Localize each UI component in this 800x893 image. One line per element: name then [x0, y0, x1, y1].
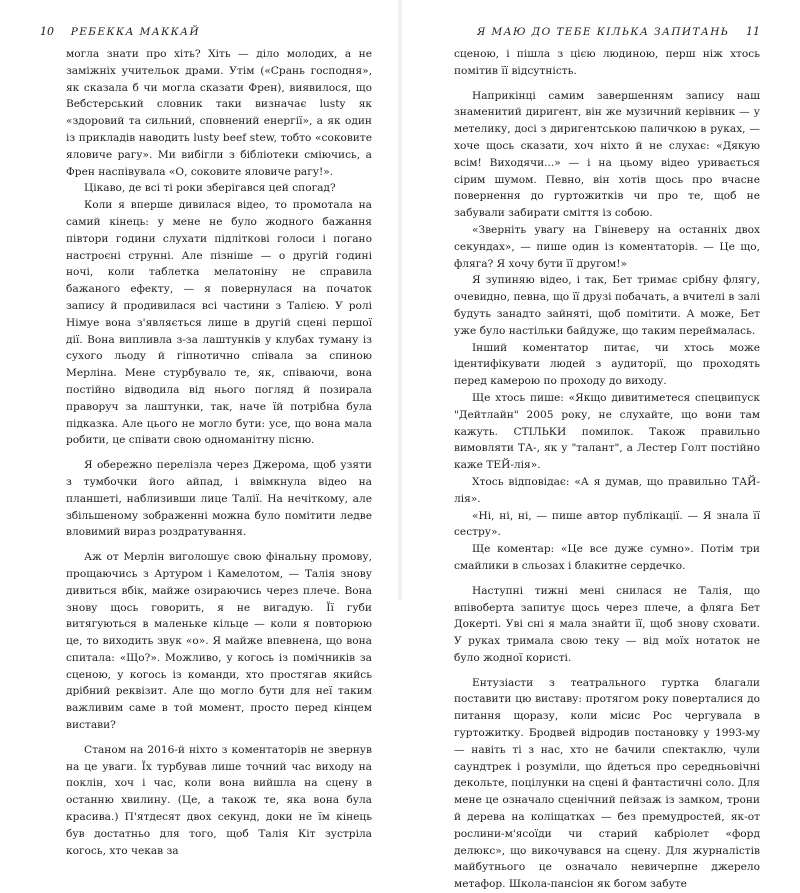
right-paragraph: «Ні, ні, ні, — пише автор публікації. — Я знала її сестру».	[454, 509, 760, 539]
left-paragraph: Аж от Мерлін виголошує свою фінальну промову, прощаючись з Артуром і Камелотом, — Талія знову дивиться вбік, майже озираючись через плече. Вона знову щось говорить, я не вигадую. Її губи витягуються в маленьке кільце — коли я повторюю це, то виходить звук «о». Я майже впевнена, що вона спитала: «Що?». Можливо, у когось із помічників за сценою, у когось із команди, хто простягав якийсь дрібний реквізит. Але що могло бути для неї таким важливим саме в той момент, просто перед кінцем вистави?	[66, 551, 372, 732]
right-running-head: Я МАЮ ДО ТЕБЕ КІЛЬКА ЗАПИТАНЬ	[476, 26, 730, 38]
right-paragraph: сценою, і пішла з цією людиною, перш ніж хтось помітив її відсутність.	[454, 48, 760, 77]
left-page-header	[40, 25, 380, 38]
right-paragraph: Ще коментар: «Це все дуже сумно». Потім три смайлики в сльозах і блакитне сердечко.	[454, 543, 760, 572]
left-paragraph: Станом на 2016-й ніхто з коментаторів не звернув на це уваги. Їх турбував лише точний час виходу на поклін, хоч і час, коли вона вийшла на сцену в останню хвилину. (Це, а також те, яка вона була красива.) П'ятдесят двох секунд, доки не їм кінець був достатньо для того, щоб Талія Кіт зустріла когось, хто чекав за	[66, 743, 372, 857]
right-paragraph: Інший коментатор питає, чи хтось може ідентифікувати людей з аудиторії, що проходять перед камерою по проходу до виходу.	[454, 341, 760, 388]
left-paragraph: могла знати про хіть? Хіть — діло молодих, а не заміжніх учительок драми. Утім («Срань господня», як сказала б чи могла сказати Френ), виявилося, що Вебстерський словник таки визначає lusty як «здоровий та сильний, сповнений енергії», а як один із прикладів наводить lusty beef stew, тобто «соковите яловиче рагу». Ми вибігли з бібліотеки сміючись, а Френ наспівувала «О, соковите яловиче рагу!».	[66, 48, 372, 178]
right-page-header	[422, 25, 760, 38]
left-page	[0, 0, 398, 857]
left-running-head: РЕБЕККА МАККАЙ	[70, 26, 201, 38]
right-paragraph: «Зверніть увагу на Гвіневеру на останніх двох секундах», — пише один із коментаторів. — Це що, фляга? Я хочу бути її другом!»	[454, 223, 760, 270]
right-page-number: 11	[746, 25, 760, 38]
right-paragraph: Ще хтось пише: «Якщо дивитиметеся спецвипуск "Дейтлайн" 2005 року, не слухайте, що вони там кажуть. СТІЛЬКИ помилок. Також правильно вимовляти ТА-, як у "талант", а Лестер Голт постійно каже ТЕЙ-лія».	[454, 391, 760, 472]
right-paragraph: Наприкінці самим завершенням запису наш знаменитий диригент, він же музичний керівник — у метелику, досі з диригентською паличкою в руках, — хоче щось сказати, хоч ніхто й не слухає: «Дякую всім! Виходячи...» — і на цьому відео уривається сірим шумом. Певно, він хотів щось про вчасне повернення до гуртожитків чи про те, щоб не забували забирати сміття із собою.	[454, 89, 760, 220]
left-paragraph: Цікаво, де всі ті роки зберігався цей спогад?	[84, 182, 336, 195]
right-paragraph: Хтось відповідає: «А я думав, що правильно ТАЙ-лія».	[454, 475, 760, 505]
right-paragraph: Ентузіасти з театрального гуртка благали поставити цю виставу: протягом року поверталися до питання щоразу, коли місис Рос чергувала в гуртожитку. Бродвей відродив постановку у 1993-му — навіть ті з нас, хто не бачили спектаклю, чули саундтрек і розуміли, що йдеться про середньовічні декольте, поцілунки на сцені й фантастичні соло. Для мене це означало сценічний пейзаж із замком, трони й дерева на коліщатках — без премудростей, як-от рослини-м'ясоїди чи старий кабріолет «форд делюкс», що викочувався на сцену. Для журналістів майбутнього це означало невичерпне джерело метафор. Школа-пансіон як богом забуте	[454, 676, 760, 891]
right-paragraph: Наступні тижні мені снилася не Талія, що впівоберта запитує щось через плече, а фляга Бет Докерті. Уві сні я мала знайти її, щоб знову сховати. У руках тримала свою теку — від моїх нотаток не було жодної користі.	[454, 584, 760, 664]
left-paragraph: Коли я вперше дивилася відео, то промотала на самий кінець: у мене не було жодного бажання півтори години слухати підліткові голоси і погано настроєні струнні. Але пізніше — о другій годині ночі, коли таблетка мелатоніну не справила бажаного ефекту, — я повернулася на початок запису й продивилася всі частини з Талією. У ролі Німуе вона з'являється лише в другій сцені першої дії. Вона випливла з-за лаштунків у клубах туману із сухого льоду й гіпнотично співала за спиною Мерліна. Мене стурбувало те, як, співаючи, вона постійно відводила від нього погляд й позирала праворуч за лаштунки, так, наче їй потрібна була підказка. Але цього не могло бути: усе, що вона мала робити, це співати свою одноманітну пісню.	[66, 199, 372, 447]
right-page	[402, 0, 800, 891]
right-paragraph: Я зупиняю відео, і так, Бет тримає срібну флягу, очевидно, певна, що її друзі побачать, а вчителі в залі будуть занадто зайняті, щоб помітити. А може, Бет уже було настільки байдуже, що таким переймалась.	[454, 274, 760, 337]
right-page-body	[454, 46, 760, 893]
left-page-body	[66, 46, 372, 859]
left-paragraph: Я обережно перелізла через Джерома, щоб узяти з тумбочки його айпад, і ввімкнула відео на планшеті, наблизивши лице Талії. На нечіткому, але збільшеному зображенні можна було помітити ледве вловимий вираз роздратування.	[66, 459, 372, 539]
left-page-number: 10	[40, 25, 54, 38]
